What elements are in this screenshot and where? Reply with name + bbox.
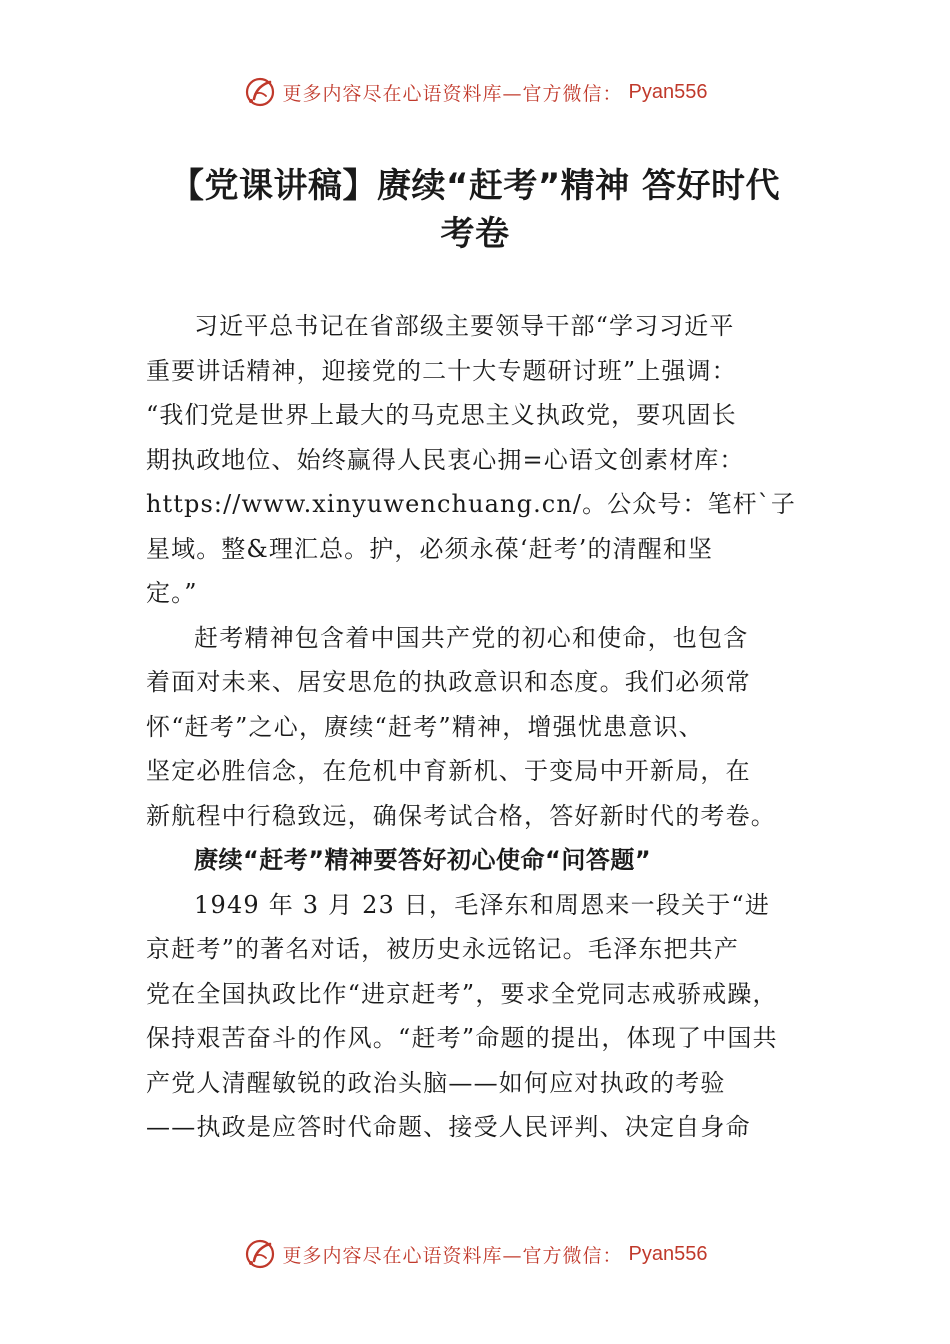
text-line: 习近平总书记在省部级主要领导干部“学习习近平 — [194, 312, 735, 340]
brand-logo-icon — [243, 1237, 277, 1271]
text-line: 新航程中行稳致远，确保考试合格，答好新时代的考卷。 — [146, 801, 776, 830]
paragraph-2 — [146, 616, 808, 839]
title-line-2: 考卷 — [440, 214, 510, 254]
text-line: 怀“赶考”之心，赓续“赶考”精神，增强忧患意识、 — [146, 712, 704, 741]
header-watermark — [0, 72, 950, 112]
text-line: 期执政地位、始终赢得人民衷心拥=心语文创素材库： — [146, 445, 745, 474]
text-line: 产党人清醒敏锐的政治头脑——如何应对执政的考验 — [146, 1068, 726, 1097]
footer-watermark — [0, 1234, 950, 1274]
page-title — [140, 162, 810, 258]
header-wechat-id: Pyan556 — [628, 80, 708, 103]
text-line: 党在全国执政比作“进京赶考”，要求全党同志戒骄戒躁， — [146, 979, 778, 1008]
text-line: 京赶考”的著名对话，被历史永远铭记。毛泽东把共产 — [146, 935, 740, 963]
text-line: 保持艰苦奋斗的作风。“赶考”命题的提出，体现了中国共 — [146, 1024, 778, 1052]
footer-brand-text: 更多内容尽在心语资料库—官方微信： — [282, 1244, 623, 1267]
text-line: 坚定必胜信念，在危机中育新机、于变局中开新局，在 — [146, 757, 751, 785]
text-line: ——执政是应答时代命题、接受人民评判、决定自身命 — [146, 1113, 751, 1141]
text-line: 星域。整&理汇总。护，必须永葆‘赶考’的清醒和坚 — [146, 534, 714, 563]
document-body — [146, 304, 808, 1150]
text-line: 着面对未来、居安思危的执政意识和态度。我们必须常 — [146, 668, 751, 696]
text-line: 重要讲话精神，迎接党的二十大专题研讨班”上强调： — [146, 356, 737, 385]
paragraph-1 — [146, 304, 808, 616]
text-line: 1949 年 3 月 23 日，毛泽东和周恩来一段关于“进 — [194, 890, 771, 919]
paragraph-3 — [146, 883, 808, 1150]
header-brand-text: 更多内容尽在心语资料库—官方微信： — [282, 82, 623, 105]
text-line: 定。” — [146, 579, 198, 607]
brand-logo-icon — [243, 75, 277, 109]
text-line: 赶考精神包含着中国共产党的初心和使命，也包含 — [194, 623, 749, 652]
title-line-1: 【党课讲稿】赓续“赶考”精神 答好时代 — [169, 166, 781, 206]
text-line: “我们党是世界上最大的马克思主义执政党，要巩固长 — [146, 401, 737, 429]
footer-wechat-id: Pyan556 — [628, 1242, 708, 1265]
section-heading: 赓续“赶考”精神要答好初心使命“问答题” — [194, 846, 652, 874]
text-line: https://www.xinyuwenchuang.cn/。公众号：笔杆`子 — [146, 490, 796, 518]
